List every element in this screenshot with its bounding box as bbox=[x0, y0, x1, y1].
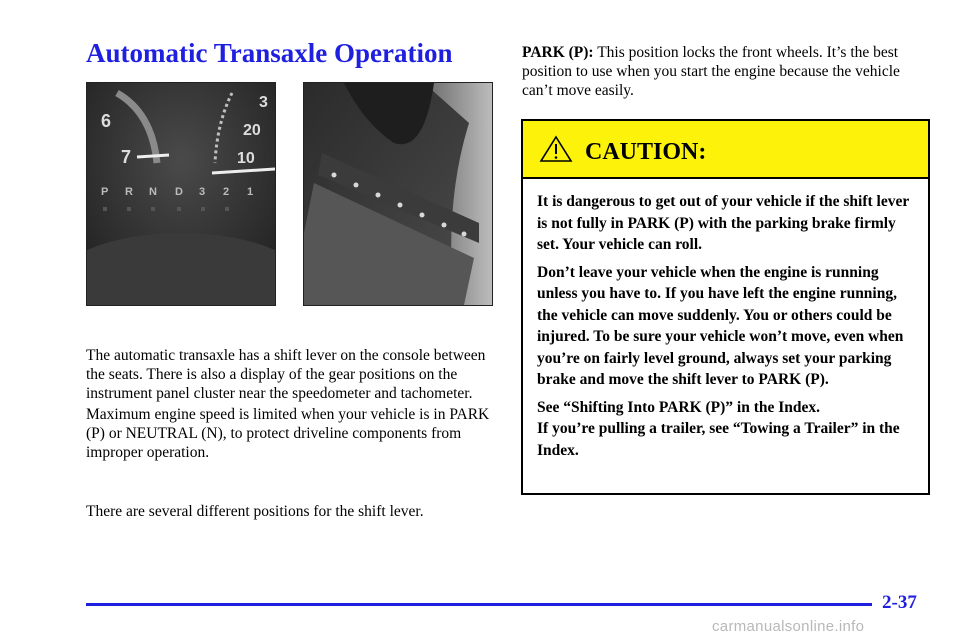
park-text: This position locks the front wheels. It’s the best position to use when you start the engine because the vehicle can’t move easily. bbox=[522, 44, 900, 99]
speedo-number: 7 bbox=[121, 147, 132, 167]
caution-paragraph: If you’re pulling a trailer, see “Towing a Trailer” in the Index. bbox=[537, 420, 900, 459]
caution-paragraph: It is dangerous to get out of your vehicle if the shift lever is not fully in PARK (P) with the parking brake firmly set. Your vehicle can roll. bbox=[537, 193, 909, 253]
gear-letter: 3 bbox=[199, 186, 206, 198]
gear-letter: R bbox=[125, 186, 133, 198]
tach-number: 3 bbox=[259, 94, 268, 111]
shift-console-photo bbox=[303, 82, 493, 306]
tach-number: 10 bbox=[237, 150, 255, 167]
gear-letter: 1 bbox=[247, 186, 254, 198]
caution-box bbox=[521, 119, 930, 495]
gear-letter: N bbox=[149, 186, 157, 198]
tach-number: 20 bbox=[243, 122, 261, 139]
gear-letter: 2 bbox=[223, 186, 230, 198]
page-title: Automatic Transaxle Operation bbox=[86, 38, 453, 68]
caution-paragraph: See “Shifting Into PARK (P)” in the Index. bbox=[537, 398, 821, 416]
gear-letter: D bbox=[175, 186, 183, 198]
caution-body bbox=[523, 179, 928, 461]
instrument-cluster-photo bbox=[86, 82, 276, 306]
warning-triangle-icon bbox=[539, 135, 573, 168]
speedo-number: 6 bbox=[101, 111, 112, 131]
caution-paragraph: Don’t leave your vehicle when the engine is running unless you have to. If you have left the engine running, the vehicle can move suddenly. You or others could be injured. To be sure your vehicle won’t move, even when you’re on fairly level ground, always set your parking brake and move the shift lever to PARK (P). bbox=[537, 263, 904, 388]
footer-rule bbox=[86, 603, 872, 606]
paragraph: The automatic transaxle has a shift lever on the console between the seats. There is also a display of the gear positions on the instrument panel cluster near the speedometer and tachometer. bbox=[86, 346, 486, 402]
page-number: 2-37 bbox=[882, 592, 917, 613]
watermark: carmanualsonline.info bbox=[712, 618, 865, 635]
gear-letter: P bbox=[101, 186, 109, 198]
paragraph: Maximum engine speed is limited when your vehicle is in PARK (P) or NEUTRAL (N), to protect driveline components from improper operation. bbox=[86, 405, 490, 461]
caution-title: CAUTION: bbox=[585, 139, 707, 165]
park-description bbox=[522, 43, 932, 100]
paragraph: There are several different positions for the shift lever. bbox=[86, 502, 424, 520]
park-label: PARK (P): bbox=[522, 44, 594, 61]
caution-header bbox=[523, 121, 928, 179]
